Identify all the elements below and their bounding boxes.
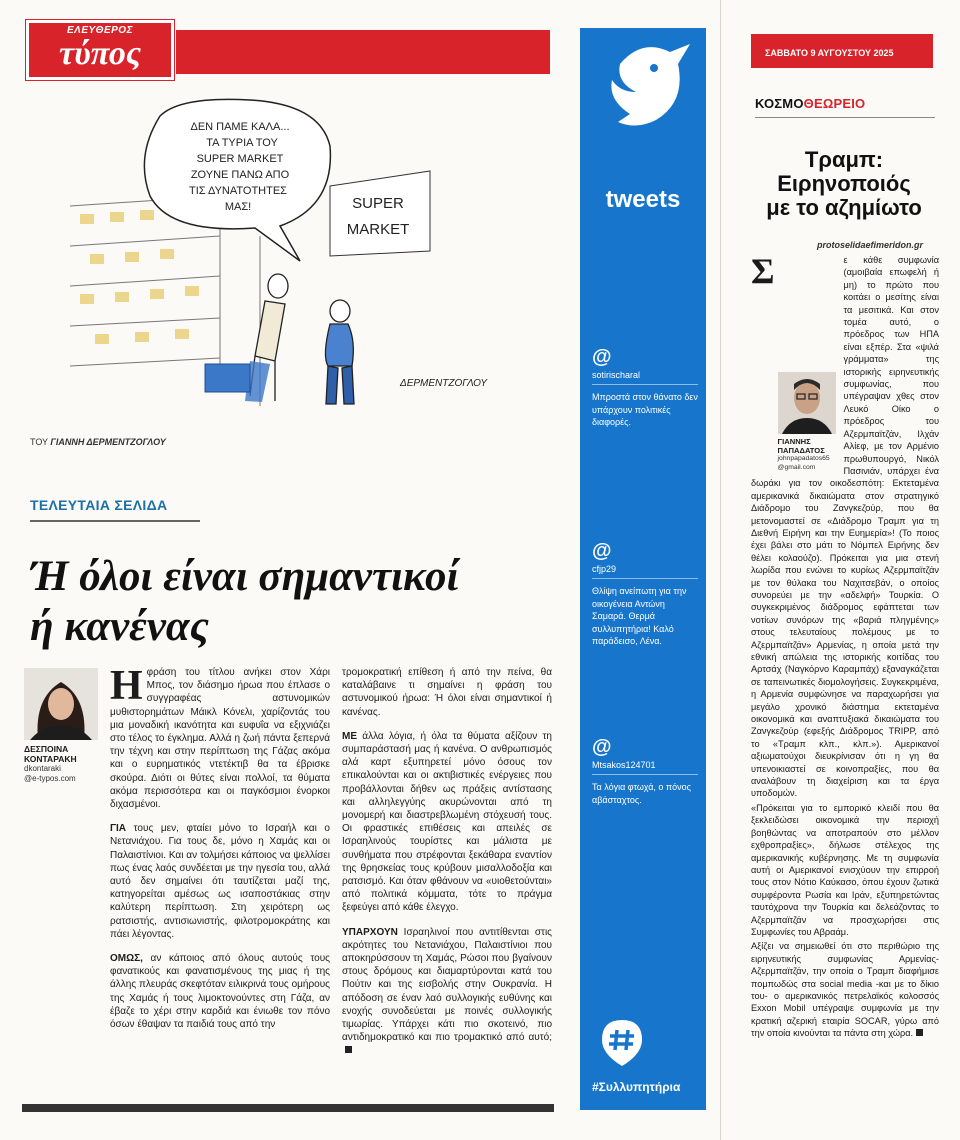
paragraph-5-lead: ΜΕ xyxy=(342,730,357,742)
author-last-name: ΚΟΝΤΑΡΑΚΗ xyxy=(24,754,77,764)
date-bar: ΣΑΒΒΑΤΟ 9 ΑΥΓΟΥΣΤΟΥ 2025 xyxy=(751,34,933,68)
cartoon-illustration xyxy=(30,86,550,424)
right-author-last: ΠΑΠΑΔΑΤΟΣ xyxy=(777,446,825,455)
right-end-mark-icon xyxy=(916,1029,923,1036)
article-column-2 xyxy=(342,666,552,1069)
paragraph-6-lead: ΥΠΑΡΧΟΥΝ xyxy=(342,926,398,938)
tweets-title: tweets xyxy=(605,186,681,213)
dropcap: Η xyxy=(110,663,143,709)
paragraph-4: τρομοκρατική επίθεση ή από την πείνα, θα καταλάβαινε τι σημαίνει η φράση του αστυνομικού ήρωα: Ή όλοι είναι σημαντικοί ή κανένας. xyxy=(342,667,552,718)
cartoon-signature: ΔΕΡΜΕΝΤΖΟΓΛΟΥ xyxy=(400,378,488,389)
at-icon: @ xyxy=(592,736,612,758)
paragraph-1 xyxy=(110,663,330,811)
section-part-a: ΚΟΣΜΟ xyxy=(755,96,804,111)
sign-line-2: MARKET xyxy=(346,221,410,238)
speech-line-1: ΔΕΝ ΠΑΜΕ ΚΑΛΑ... xyxy=(190,121,290,133)
article-column-1 xyxy=(110,663,330,1042)
right-section-divider xyxy=(755,117,935,118)
right-paragraph-1 xyxy=(751,251,939,800)
author-email-domain: @e-typos.com xyxy=(24,774,76,783)
right-section-label xyxy=(755,96,865,111)
end-mark-icon xyxy=(345,1046,352,1053)
paragraph-3 xyxy=(110,952,330,1031)
tweet-handle[interactable]: sotirischaral xyxy=(592,370,698,385)
right-paragraph-1-text: ε κάθε συμφωνία (αμοιβαία επωφελή ή μη) το πρώτο που κοιτάει ο μεσίτης είναι τα μεσιτικά. Και στον τομέα αυτό, ο πρόεδρος των ΗΠΑ είναι εξπέρ. Στα «ψιλά γράμματα» της ιστορικής ειρηνευτικής συμφωνίας, που υπέγραψαν χθες στον Λευκό Οίκο ο πρόεδρος του Αζερμπαϊτζάν, Ιλχάν Αλίεφ, με τον Αρμένιο πρωθυπουργό, Νικόλ Πασινιάν, υπάρχει ένα δωράκι για τον οικοδεσπότη: Εκτεταμένα αμερικανικά δικαιώματα στον στρατηγικό Διάδρομο του Ζανγκεζούρ, που θα μετονομαστεί σε «Διάδρομο Τραμπ για τη Διεθνή Ειρήνη και την Ευημερία»! (Το ποιος έχει βάλει στο μάτι το Νόμπελ Ειρήνης δεν θέλει κολαούζο). Πρόκειται για μια στενή λωρίδα που ενώνει το κυρίως Αζερμπαϊτζάν με τον θύλακα του Ναχιτσεβάν, ο οποίος συνορεύει με την «αδελφή» Τουρκία. Ο συγκεκριμένος διάδρομος εφάπτεται των νοτίων συνόρων της «βαριά πληγμένης» στους τελευταίους πολέμους με το Αζερμπαϊτζάν» Αρμενίας, η οποία μετά την εθνική απώλεια της ιστορικής κοιτίδας του Αρτσάχ (Ναγκόρνο Καραμπάχ) εξαναγκάζεται σε ταπεινωτικές διομολογήσεις. Συγκεκριμένα, η Αρμενία συμφώνησε να παραχωρήσει για μεγάλο χρονικό διάστημα εκτεταμένα οικονομικά και αναπτυξιακά δικαιώματα του Ζανγκεζούρ (εφεξής Διάδρομος TRIPP, από το «Τραμπ κλπ., κλπ.»). Αμερικανοί αξιωματούχοι διευκρίνισαν ότι η γη θα υπενοικιαστεί σε κοινοπραξίες, που θα αναλάβουν τη διαχείριση και τα έργα υποδομών. xyxy=(751,255,939,799)
speech-line-5: ΤΙΣ ΔΥΝΑΤΟΤΗΤΕΣ xyxy=(189,185,287,197)
author-photo xyxy=(24,668,98,740)
right-article-body xyxy=(751,251,939,1042)
right-author-portrait-icon xyxy=(778,372,836,434)
author-email-handle: dkontaraki xyxy=(24,764,61,773)
right-author-email[interactable] xyxy=(778,455,838,472)
caption-prefix: ΤΟΥ xyxy=(30,437,48,447)
right-author-email-domain: @gmail.com xyxy=(777,463,816,471)
right-paragraph-3 xyxy=(751,940,939,1039)
right-author-name xyxy=(778,437,838,455)
author-email[interactable] xyxy=(24,764,100,784)
paragraph-6 xyxy=(342,926,552,1058)
tweets-column xyxy=(580,28,706,1110)
right-headline xyxy=(751,148,937,220)
right-dropcap: Σ xyxy=(751,251,775,291)
caption-name: ΓΙΑΝΝΗ ΔΕΡΜΕΝΤΖΟΓΛΟΥ xyxy=(50,437,166,447)
speech-line-2: ΤΑ ΤΥΡΙΑ ΤΟΥ xyxy=(206,137,278,149)
paragraph-2-text: τους μεν, φταίει μόνο το Ισραήλ και ο Νετανιάχου. Για τους δε, μόνο η Χαμάς και οι Παλαιστίνιοι. Και αν τολμήσει κάποιος να ψελλίσει πως ένας λαός συνδέεται με την ηγεσία του, αλλά αυτό δεν σημαίνει ότι ταυτίζεται μαζί της, κατηγορείται αμέσως ως ισαποστάκιας στην καλύτερη περίπτωση. Στη χειρότερη ως ρατσιστής, αντισιωνιστής, φιλοτρομοκράτης και πάει λέγοντας. xyxy=(110,823,330,940)
right-author-block xyxy=(778,372,838,472)
masthead-logo[interactable] xyxy=(26,20,174,80)
right-headline-line-1: Τραμπ: xyxy=(804,147,884,172)
at-icon: @ xyxy=(592,346,612,368)
tweet-handle[interactable]: cfjp29 xyxy=(592,564,698,579)
paragraph-2 xyxy=(110,822,330,941)
speech-line-4: ΖΟΥΝΕ ΠΑΝΩ ΑΠΟ xyxy=(190,169,290,181)
paragraph-3-text: αν κάποιος από όλους αυτούς τους φανατικούς και φανατισμένους της μιας ή της άλλης πλευράς σκεφτόταν ειλικρινά τους ομήρους της Χαμάς ή τους λιμοκτονούντες στη Γάζα, αν έβαζε το χέρι στην καρδιά και ένιωθε τον πόνο όσων έθαψαν τα παιδιά τους από την xyxy=(110,953,330,1031)
right-paragraph-3-text: Αξίζει να σημειωθεί ότι στο περιθώριο της ειρηνευτικής συμφωνίας Αρμενίας-Αζερμπαϊτζάν, την οποία ο Τραμπ διαφήμισε πομπωδώς στα social media -και με το δίκιο του- ο αμερικανικός πετρελαϊκός κολοσσός Exxon Mobil υπέγραψε συμφωνία με την κρατική αζερική εταιρία SOCAR, γύρω από την οποία κινούνται τα πάντα στη χώρα. xyxy=(751,941,939,1039)
right-author-email-user: johnpapadatos65 xyxy=(777,455,830,462)
paragraph-5-text: άλλα λόγια, ή όλα τα θύματα αξίζουν τη συμπαράστασή μας ή κανένα. Ο ανθρωπισμός αλά καρτ εξυπηρετεί μόνο όσους τον επικαλούνται και οι ακτιβιστικές ενέργειες που προβάλλονται δήθεν ως πράξεις αντίστασης και αλληλεγγύης ακυρώνονται από τη μονομερή και διαστρεβλωμένη στόχευσή τους. Οι φραστικές επιθέσεις και απειλές σε Ισραηλινούς τουρίστες και μάλιστα με συνθήματα που στρέφονται ξεκάθαρα εναντίον της θρησκείας τους κρύβουν μισαλλοδοξία και ρατσισμό. Και όταν φθάνουν να «υιοθετούνται» από πολιτικά κόμματα, τότε το πράγμα ξεφεύγει από κάθε έλεγχο. xyxy=(342,730,552,914)
author-first-name: ΔΕΣΠΟΙΝΑ xyxy=(24,744,69,754)
right-paragraph-2: «Πρόκειται για το εμπορικό κλειδί που θα ξεκλειδώσει οικονομικά την περιοχή βοηθώντας να αποτραπούν στο μέλλον εχθροπραξίες», δήλωσε στέλεχος της αμερικανικής κυβέρνησης. Με τη συμφωνία αυτή οι Αμερικανοί ενισχύουν την επιρροή τους στον Νότιο Καύκασο, όπου έχουν ζωτικά συμφέροντα Ρωσία και Ιράν, εξυπηρετώντας ταυτόχρονα την Τουρκία και δελεάζοντας το Αζερμπαϊτζάν να προσχωρήσει στις Συμφωνίες του Αβραάμ. xyxy=(751,802,939,937)
masthead-small: ΕΛΕΥΘΕΡΟΣ xyxy=(67,25,133,36)
tweet-handle[interactable]: Mtsakos124701 xyxy=(592,760,698,775)
tweet-3[interactable] xyxy=(592,736,698,806)
tweet-2[interactable] xyxy=(592,540,698,648)
tweet-bird-icon xyxy=(590,34,696,154)
author-portrait-icon xyxy=(24,668,98,740)
shopping-basket xyxy=(205,364,250,392)
speech-line-3: SUPER MARKET xyxy=(196,153,284,165)
right-author-photo xyxy=(778,372,836,434)
masthead-red-bar xyxy=(176,30,550,74)
paragraph-5 xyxy=(342,730,552,915)
masthead-big: τύπος xyxy=(59,35,141,72)
tweet-text: Μπροστά στον θάνατο δεν υπάρχουν πολιτικές διαφορές. xyxy=(592,392,698,427)
bottom-bar xyxy=(22,1104,554,1112)
author-name xyxy=(24,744,100,764)
tweet-text: Θλίψη ανείπωτη για την οικογένεια Αντώνη Σαμαρά. Θερμά συλλυπητήρια! Καλό παράδεισο, Λένα. xyxy=(592,586,687,646)
headline-line-2: ή κανένας xyxy=(30,603,209,650)
paragraph-3-lead: ΟΜΩΣ, xyxy=(110,953,143,965)
hashtag-label[interactable]: #Συλλυπητήρια xyxy=(592,1080,681,1094)
headline-line-1: Ή όλοι είναι σημαντικοί xyxy=(30,553,459,600)
paragraph-2-lead: ΓΙΑ xyxy=(110,823,127,835)
article-headline xyxy=(30,552,550,652)
tweet-text: Τα λόγια φτωχά, ο πόνος αβάσταχτος. xyxy=(592,782,691,805)
paragraph-1-text: φράση του τίτλου ανήκει στον Χάρι Μπος, τον διάσημο ήρωα που έπλασε ο συγγραφέας αστυνομικών μυθιστορημάτων Μάικλ Κόνελι, χαρίζοντάς του μια μοναδική ικανότητα και ευφυΐα να εξιχνιάζει στο τέλος το έγκλημα. Αλλά η ζωή πάντα ξεπερνά την τέχνη και στην περίπτωση της Γάζας ακόμα και ο ευρηματικός ντετέκτιβ θα τα έβρισκε σκούρα. Διότι οι θύτες είναι πολλοί, τα θύματα ακόμα περισσότερα και οι παγκόσμιοι ένορκοι διχασμένοι. xyxy=(110,667,330,811)
section-part-b: ΘΕΩΡΕΙΟ xyxy=(803,96,866,111)
right-headline-line-2: Ειρηνοποιός xyxy=(777,171,911,196)
watermark: protoselidaefimeridon.gr xyxy=(817,240,924,250)
right-headline-line-3: με το αζημίωτο xyxy=(766,195,922,220)
right-column xyxy=(720,0,960,1140)
sign-line-1: SUPER xyxy=(352,195,404,212)
hashtag-pin-icon xyxy=(600,1018,644,1068)
cartoon-caption xyxy=(30,437,166,447)
tweet-1[interactable] xyxy=(592,346,698,429)
section-divider xyxy=(30,520,200,522)
paragraph-6-text: Ισραηλινοί που αντιτίθενται στις ακρότητες του Νετανιάχου, Παλαιστίνιοι που αποκηρύσσουν τη Χαμάς, Ρώσοι που βγαίνουν στους δρόμους και διαμαρτύρονται κατά του Πούτιν και της εισβολής στην Ουκρανία. Η απόδοση σε έναν λαό συλλογικής ευθύνης και ενοχής συνοδεύεται με ποινές συλλογικής τιμωρίας. Υπάρχει κάτι πιο σκοτεινό, πιο αντιδημοκρατικό και πιο τρομακτικό από αυτό; xyxy=(342,926,552,1044)
speech-line-6: ΜΑΣ! xyxy=(224,201,252,213)
author-block xyxy=(24,668,100,784)
right-author-first: ΓΙΑΝΝΗΣ xyxy=(777,437,811,446)
at-icon: @ xyxy=(592,540,612,562)
section-label: ΤΕΛΕΥΤΑΙΑ ΣΕΛΙΔΑ xyxy=(30,497,168,513)
